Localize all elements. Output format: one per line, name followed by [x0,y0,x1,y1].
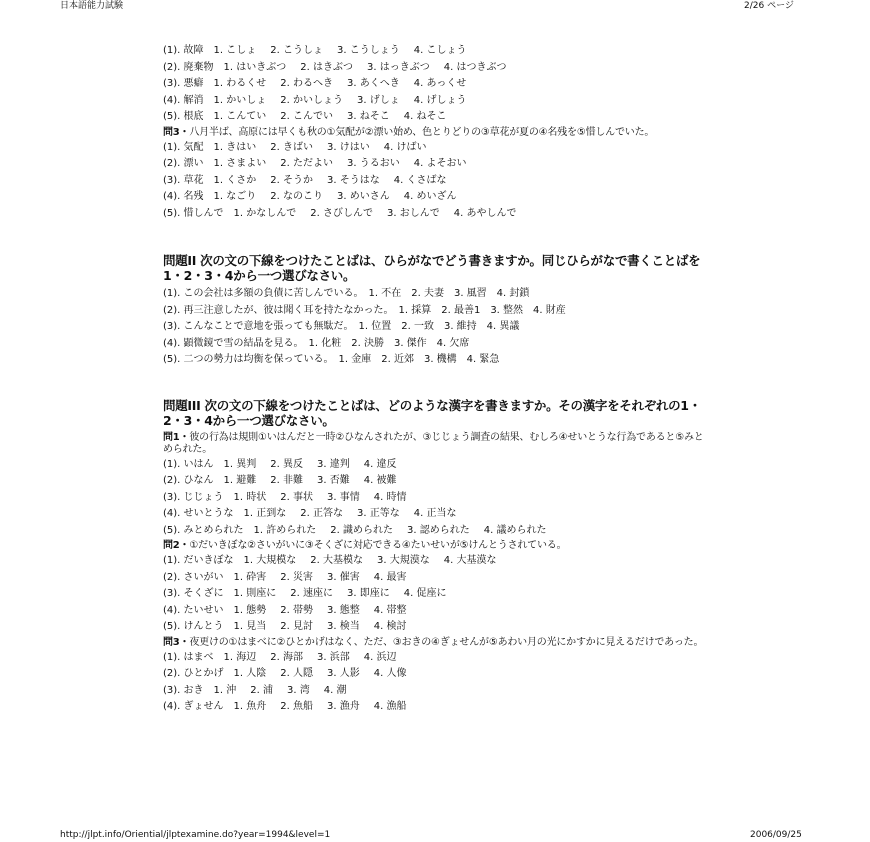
part1-list [163,44,708,123]
answer-option: 1. なごり [213,191,257,202]
answer-option: 4. 大基漠な [443,555,497,566]
answer-option: 3. あくへき [347,78,400,89]
answer-option: 2. ただよい [280,158,333,169]
answer-option: 2. そうか [270,174,313,186]
item-word: いはん [183,458,214,470]
answer-option: 2. 浦 [250,684,273,696]
answer-option: 1. 則座に [233,588,277,599]
question-item [163,157,708,170]
answer-option: 2. 正答な [300,508,343,519]
answer-option: 1. かなしんで [233,207,297,219]
item-number: (1). [163,141,181,153]
answer-option: 2. 異反 [270,458,303,470]
question-item [163,700,708,713]
item-number: (1). [163,651,181,663]
answer-option: 3. はっきぶつ [367,61,430,73]
answer-option: 4. こしょう [413,45,467,56]
item-word: 解消 [183,94,204,106]
answer-option: 3. 催害 [327,571,360,583]
answer-option: 4. 人像 [373,668,407,679]
question-item [163,604,708,617]
item-word: じじょう [183,491,224,503]
answer-option: 1. 大規模な [243,555,297,566]
answer-option: 2. さびしんで [310,207,373,219]
answer-option: 4. あやしんで [453,207,517,219]
question-item [163,524,708,537]
answer-option: 3. めいさん [337,191,390,202]
question-item [163,587,708,600]
answer-option: 4. げしょう [413,94,467,106]
answer-option: 3. 検当 [327,621,360,632]
question-item [163,94,708,107]
answer-option: 1. 沖 [213,684,237,696]
page-number: 2/26 ページ [744,1,794,11]
item-word: はまべ [183,651,214,663]
answer-option: 1. 異判 [223,458,257,470]
item-number: (3). [163,174,181,186]
item-word: ひとかげ [183,668,224,679]
question-item [163,77,708,90]
item-word: たいせい [183,604,224,616]
question-item [163,651,708,664]
answer-option: 3. 違判 [317,458,350,470]
answer-option: 2. こんでい [280,111,333,122]
answer-option: 3. うるおい [347,158,400,169]
question-item [163,207,708,220]
item-number: (3). [163,491,181,503]
answer-option: 4. けばい [383,141,427,153]
section-3-q3-list [163,651,708,714]
item-word: ぎょせん [183,701,224,712]
answer-option: 2. 見討 [280,621,313,632]
question-item [163,61,708,74]
item-number: (1). [163,45,181,56]
answer-option: 1. 人陰 [233,668,267,679]
item-number: (5). [163,621,181,632]
item-word: さいがい [183,571,224,583]
header-title: 日本語能力試験 [60,1,124,11]
answer-option: 3. 認められた [407,524,470,536]
answer-option: 2. こうしょ [270,45,323,56]
answer-option: 4. はつきぶつ [443,61,507,73]
question-item: (1). この会社は多額の負債に苦しんでいる。 1. 不在 2. 夫妻 3. 風習 4. 封鎖 [163,288,530,299]
section-3-q1-prompt: 問1・彼の行為は規則①いはんだと一時②ひなんされたが、③じじょう調査の結果、むしろ④せいとうな行為であると⑤みとめられた。 [163,431,704,455]
answer-option: 3. 漁舟 [327,701,360,712]
answer-option: 2. 速座に [290,588,333,599]
answer-option: 4. 帯整 [373,604,407,616]
item-number: (2). [163,475,181,486]
item-word: そくざに [183,588,224,599]
item-word: 故障 [183,45,204,56]
item-number: (5). [163,524,181,536]
answer-option: 3. 大規漠な [377,555,430,566]
q3-list [163,141,708,220]
item-number: (3). [163,78,181,89]
answer-option: 3. 人影 [327,668,360,679]
section-3-q2-prompt: 問2・①だいきぼな②さいがいに③そくざに対応できる④たいせいが⑤けんとうされている。 [163,540,567,551]
question-item [163,141,708,154]
item-number: (1). [163,458,181,470]
answer-option: 1. 許められた [253,524,317,536]
answer-option: 3. 即座に [347,588,390,599]
answer-option: 1. かいしょ [213,94,267,106]
item-word: 廃棄物 [183,61,214,73]
item-number: (2). [163,61,181,73]
section-3-q2-list [163,554,708,633]
question-item: (3). こんなことで意地を張っても無駄だ。 1. 位置 2. 一致 3. 維持 4. 異議 [163,321,520,332]
item-number: (4). [163,604,181,616]
question-3-prompt: 問3・八月半ば、高原には早くも秋の①気配が②漂い始め、色とりどりの③草花が夏の④名残を⑤惜しんでいた。 [163,126,655,138]
answer-option: 4. くさばな [393,174,447,186]
question-item [163,667,708,680]
answer-option: 1. こしょ [213,45,257,56]
answer-option: 3. 否難 [317,475,350,486]
footer-date: 2006/09/25 [750,830,802,840]
answer-option: 1. はいきぶつ [223,61,287,73]
item-number: (3). [163,588,181,599]
answer-option: 4. 検討 [373,621,407,632]
item-word: 惜しんで [183,207,224,219]
section-2-list [163,287,708,366]
item-word: おき [183,684,204,696]
item-number: (1). [163,555,181,566]
item-number: (4). [163,508,181,519]
answer-option: 4. 被難 [363,475,397,486]
item-number: (5). [163,111,181,122]
answer-option: 4. 潮 [323,684,347,696]
item-number: (4). [163,94,181,106]
item-number: (2). [163,158,181,169]
answer-option: 1. 時状 [233,491,267,503]
answer-option: 2. 識められた [330,524,393,536]
answer-option: 4. めいざん [403,191,457,202]
section-3-q1-list [163,458,708,537]
item-word: 名残 [183,191,204,202]
answer-option: 4. 正当な [413,508,457,519]
answer-option: 3. げしょ [357,94,400,106]
footer-url: http://jlpt.info/Oriential/jlptexamine.do?year=1994&level=1 [60,830,331,840]
question-item [163,110,708,123]
answer-option: 2. 大基模な [310,555,363,566]
question-item [163,684,708,697]
item-number: (5). [163,207,181,219]
answer-option: 3. ねそこ [347,111,390,122]
item-number: (4). [163,701,181,712]
answer-option: 3. 事情 [327,491,360,503]
question-item [163,44,708,57]
answer-option: 2. わるへき [280,78,333,89]
answer-option: 1. 砕害 [233,571,267,583]
item-number: (4). [163,191,181,202]
answer-option: 2. かいしょう [280,94,343,106]
answer-option: 3. こうしょう [337,45,400,56]
question-item [163,571,708,584]
answer-option: 3. 態整 [327,604,360,616]
answer-option: 4. ねそこ [403,111,447,122]
answer-option: 4. よそおい [413,158,467,169]
answer-option: 4. 時情 [373,491,407,503]
answer-option: 1. 正到な [243,508,287,519]
answer-option: 2. 魚船 [280,701,313,712]
answer-option: 4. 浜辺 [363,651,397,663]
section-3-title: 問題III 次の文の下線をつけたことばは、どのような漢字を書きますか。その漢字をそれぞれの1・2・3・4から一つ選びなさい。 [163,397,701,428]
question-item [163,174,708,187]
answer-option: 2. 人隠 [280,668,313,679]
answer-option: 4. 促座に [403,588,447,599]
question-item [163,474,708,487]
answer-option: 1. わるくせ [213,78,267,89]
answer-option: 4. あっくせ [413,78,467,89]
answer-option: 3. 湾 [287,684,310,696]
answer-option: 2. なのこり [270,191,323,202]
answer-option: 1. 避難 [223,475,257,486]
answer-option: 2. 事状 [280,491,313,503]
section-3-q3-prompt: 問3・夜更けの①はまべに②ひとかげはなく、ただ、③おきの④ぎょせんが⑤あわい月の光にかすかに見えるだけであった。 [163,636,704,648]
item-word: せいとうな [183,508,234,519]
question-item [163,620,708,633]
answer-option: 3. そうはな [327,174,380,186]
item-word: ひなん [183,475,214,486]
item-number: (2). [163,571,181,583]
question-item: (5). 二つの勢力は均衡を保っている。 1. 金庫 2. 近郊 3. 機構 4. 緊急 [163,354,500,365]
answer-option: 4. 最害 [373,571,407,583]
answer-option: 1. 態勢 [233,604,267,616]
answer-option: 1. こんてい [213,111,267,122]
question-item [163,491,708,504]
question-item [163,554,708,567]
answer-option: 2. 海部 [270,651,303,663]
answer-option: 2. はきぶつ [300,61,353,73]
item-number: (2). [163,668,181,679]
item-word: 漂い [183,158,204,169]
item-number: (3). [163,684,181,696]
answer-option: 4. 議められた [483,524,547,536]
item-word: みとめられた [183,524,244,536]
question-item [163,190,708,203]
question-item [163,507,708,520]
answer-option: 2. 非難 [270,475,303,486]
answer-option: 3. おしんで [387,207,440,219]
item-word: 気配 [183,141,204,153]
question-item [163,458,708,471]
answer-option: 1. さまよい [213,158,267,169]
item-word: 草花 [183,174,204,186]
item-word: 悪癖 [183,78,204,89]
answer-option: 3. 浜部 [317,651,350,663]
section-2-title: 問題II 次の文の下線をつけたことばは、ひらがなでどう書きますか。同じひらがなで書くことばを1・2・3・4から一つ選びなさい。 [163,253,701,283]
answer-option: 1. 見当 [233,621,267,632]
exam-content [163,44,708,717]
answer-option: 2. 災害 [280,571,313,583]
answer-option: 2. きばい [270,141,313,153]
answer-option: 3. 正等な [357,508,400,519]
answer-option: 1. きはい [213,141,257,153]
answer-option: 1. 海辺 [223,651,257,663]
question-item: (4). 顕微鏡で雪の結晶を見る。 1. 化粧 2. 決勝 3. 傑作 4. 欠席 [163,337,470,349]
answer-option: 4. 違反 [363,458,397,470]
answer-option: 3. けはい [327,141,370,153]
answer-option: 1. くさか [213,174,257,186]
item-word: だいきぼな [183,555,234,566]
item-word: けんとう [183,621,224,632]
question-item: (2). 再三注意したが、彼は聞く耳を持たなかった。 1. 採算 2. 最善1 3. 整然 4. 財産 [163,304,566,316]
answer-option: 1. 魚舟 [233,701,267,712]
answer-option: 4. 漁船 [373,701,407,712]
item-word: 根底 [183,111,204,122]
answer-option: 2. 帯勢 [280,604,313,616]
